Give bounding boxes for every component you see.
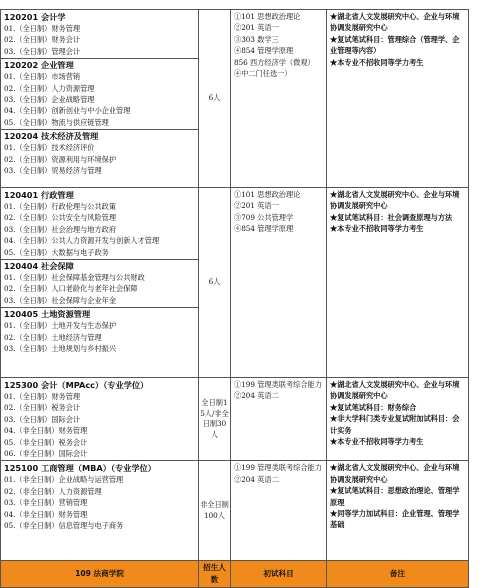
major-name: 社会保障 bbox=[38, 261, 74, 272]
remark-line: ★湖北省人文发展研究中心、企业与环境协调发展研究中心 bbox=[330, 380, 460, 401]
research-direction: 02.（全日制）资源利用与环境保护 bbox=[4, 154, 117, 164]
major-name: 企业管理 bbox=[38, 60, 74, 71]
remark-line: ★复试笔试科目：财务综合 bbox=[330, 402, 417, 412]
program-block bbox=[1, 461, 469, 561]
major-title bbox=[4, 462, 195, 474]
program-block bbox=[1, 378, 469, 461]
major-title bbox=[4, 308, 195, 320]
major-title bbox=[4, 260, 195, 272]
majors-cell bbox=[1, 461, 199, 561]
footer-note-label: 备注 bbox=[327, 561, 469, 588]
major-title bbox=[4, 59, 195, 71]
major-code: 120401 bbox=[4, 190, 39, 200]
research-direction: 06.（非全日制）国际会计 bbox=[4, 449, 88, 459]
major-group bbox=[1, 129, 198, 176]
exam-subject: ④854 管理学原理 bbox=[234, 224, 294, 234]
remark-line: ★湖北省人文发展研究中心、企业与环境协调发展研究中心 bbox=[330, 12, 460, 33]
research-direction: 01.（全日制）财务管理 bbox=[4, 392, 81, 401]
remark-line: ★本专业不招收同等学力考生 bbox=[330, 437, 424, 447]
quota-cell bbox=[199, 188, 231, 378]
research-direction: 03.（全日制）贸易经济与管理 bbox=[4, 166, 102, 176]
major-group bbox=[4, 189, 195, 258]
research-direction: 01.（全日制）市场营销 bbox=[4, 72, 81, 82]
major-group bbox=[1, 58, 198, 128]
research-direction: 05.（非全日制）信息管理与电子商务 bbox=[4, 521, 124, 531]
major-group bbox=[4, 11, 195, 57]
exam-subject: ②201 英语一 bbox=[234, 201, 279, 211]
research-direction: 03.（全日制）企业战略管理 bbox=[4, 95, 95, 105]
exam-subject: ②201 英语一 bbox=[234, 23, 279, 33]
majors-cell bbox=[1, 378, 199, 461]
remark-line: ★复试笔试科目：社会调查原理与方法 bbox=[330, 212, 453, 222]
research-direction: 03.（全日制）管理会计 bbox=[4, 46, 81, 56]
remark-line: ★非大学科门类专业复试附加试科目：会计实务 bbox=[330, 414, 460, 435]
remarks-cell bbox=[327, 378, 469, 461]
remark-line: ★复试笔试科目：管理综合（管理学、企业管理等内容） bbox=[330, 34, 460, 56]
major-code: 120204 bbox=[4, 131, 39, 142]
major-title bbox=[4, 189, 195, 201]
majors-cell bbox=[1, 10, 199, 188]
research-direction: 01.（全日制）财务管理 bbox=[4, 24, 81, 33]
exam-subject: ②204 英语二 bbox=[234, 474, 279, 484]
admission-table bbox=[0, 9, 469, 588]
quota-value: 全日制15人/非全日制30人 bbox=[200, 398, 229, 439]
major-title bbox=[4, 130, 195, 142]
exam-subject: ①101 思想政治理论 bbox=[234, 12, 301, 21]
research-direction: 04.（全日制）公共人力资源开发与创新人才管理 bbox=[4, 236, 160, 246]
major-title bbox=[4, 11, 195, 23]
remark-line: ★湖北省人文发展研究中心、企业与环境协调发展研究中心 bbox=[330, 190, 460, 211]
table-body bbox=[1, 10, 469, 588]
major-code: 120404 bbox=[4, 261, 39, 272]
major-group bbox=[4, 462, 195, 531]
quota-cell bbox=[199, 10, 231, 188]
program-block bbox=[1, 188, 469, 378]
exam-subject: ①101 思想政治理论 bbox=[234, 190, 301, 199]
major-code: 120201 bbox=[4, 12, 39, 22]
research-direction: 03.（全日制）社会治理与地方政府 bbox=[4, 224, 117, 234]
remark-line: ★同等学力加试科目：企业管理、管理学基础 bbox=[330, 509, 460, 530]
research-direction: 01.（全日制）土地开发与生态保护 bbox=[4, 321, 117, 331]
research-direction: 01.（全日制）社会保障基金管理与公共财政 bbox=[4, 273, 145, 283]
exam-subject: ④中二门任选一） bbox=[234, 69, 292, 79]
research-direction: 03.（非全日制）营销管理 bbox=[4, 498, 88, 508]
exam-subjects-cell bbox=[231, 188, 327, 378]
exam-subject: ③709 公共管理学 bbox=[234, 212, 294, 222]
quota-value: 6人 bbox=[208, 277, 221, 287]
major-name: 行政管理 bbox=[38, 190, 74, 200]
major-name: 技术经济及管理 bbox=[38, 131, 99, 142]
remark-line: ★本专业不招收同等学力考生 bbox=[330, 224, 424, 234]
quota-value: 非全日制100人 bbox=[200, 500, 229, 520]
research-direction: 01.（全日制）技术经济评价 bbox=[4, 143, 95, 153]
exam-subject: ④854 管理学原理 bbox=[234, 46, 294, 56]
research-direction: 03.（全日制）土地规划与乡村振兴 bbox=[4, 344, 117, 354]
quota-cell bbox=[199, 378, 231, 461]
research-direction: 04.（非全日制）财务管理 bbox=[4, 509, 88, 519]
exam-subjects-cell bbox=[231, 461, 327, 561]
remarks-cell bbox=[327, 10, 469, 188]
major-code: 125100 bbox=[4, 463, 39, 474]
major-name: 土地资源管理 bbox=[38, 309, 91, 320]
remark-line: ★本专业不招收同等学力考生 bbox=[330, 57, 424, 67]
research-direction: 05.（全日制）物流与供应链管理 bbox=[4, 117, 109, 127]
major-code: 120202 bbox=[4, 60, 39, 71]
footer-exam-label: 初试科目 bbox=[231, 561, 327, 588]
research-direction: 02.（全日制）人力资源管理 bbox=[4, 83, 95, 93]
major-name: 会计（MPAcc）（专业学位） bbox=[38, 380, 149, 390]
program-block bbox=[1, 10, 469, 188]
quota-cell bbox=[199, 461, 231, 561]
quota-value: 6人 bbox=[208, 93, 221, 103]
major-group bbox=[1, 259, 198, 306]
exam-subject: ①199 管理类联考综合能力 bbox=[234, 463, 322, 473]
exam-subject: ②204 英语二 bbox=[234, 391, 279, 401]
table-footer-row bbox=[1, 561, 469, 588]
research-direction: 03.（全日制）国际会计 bbox=[4, 414, 81, 424]
majors-cell bbox=[1, 188, 199, 378]
remarks-cell bbox=[327, 188, 469, 378]
research-direction: 04.（全日制）创新创业与中小企业管理 bbox=[4, 106, 131, 116]
research-direction: 04.（非全日制）财务管理 bbox=[4, 426, 88, 436]
research-direction: 02.（全日制）人口老龄化与老年社会保障 bbox=[4, 284, 138, 294]
research-direction: 05.（非全日制）税务会计 bbox=[4, 437, 88, 447]
major-group bbox=[1, 307, 198, 354]
major-title bbox=[4, 379, 195, 391]
research-direction: 02.（非全日制）人力资源管理 bbox=[4, 486, 102, 496]
major-name: 工商管理（MBA）（专业学位） bbox=[38, 463, 156, 474]
research-direction: 05.（全日制）大数据与电子政务 bbox=[4, 247, 109, 257]
research-direction: 02.（全日制）土地经济与管理 bbox=[4, 332, 102, 342]
exam-subject: ③303 数学三 bbox=[234, 34, 279, 44]
remark-line: ★复试笔试科目：思想政治理论、管理学原理 bbox=[330, 486, 460, 507]
research-direction: 02.（全日制）公共安全与风险管理 bbox=[4, 213, 117, 223]
remarks-cell bbox=[327, 461, 469, 561]
research-direction: 02.（全日制）财务会计 bbox=[4, 35, 81, 45]
exam-subject: ①199 管理类联考综合能力 bbox=[234, 380, 322, 389]
major-name: 会计学 bbox=[38, 12, 66, 22]
major-code: 120405 bbox=[4, 309, 39, 320]
exam-subjects-cell bbox=[231, 10, 327, 188]
major-code: 125300 bbox=[4, 380, 39, 390]
remark-line: ★湖北省人文发展研究中心、企业与环境协调发展研究中心 bbox=[330, 463, 460, 484]
footer-quota-label: 招生人数 bbox=[199, 561, 231, 588]
research-direction: 03.（全日制）社会保障与企业年金 bbox=[4, 295, 117, 305]
footer-school-label: 109 法商学院 bbox=[1, 561, 199, 588]
major-group bbox=[4, 379, 195, 459]
exam-subject: 856 西方经济学（微观） bbox=[234, 57, 315, 67]
research-direction: 01.（全日制）行政伦理与公共政策 bbox=[4, 202, 117, 211]
research-direction: 02.（全日制）税务会计 bbox=[4, 403, 81, 413]
exam-subjects-cell bbox=[231, 378, 327, 461]
research-direction: 01.（非全日制）企业战略与运营管理 bbox=[4, 475, 124, 485]
